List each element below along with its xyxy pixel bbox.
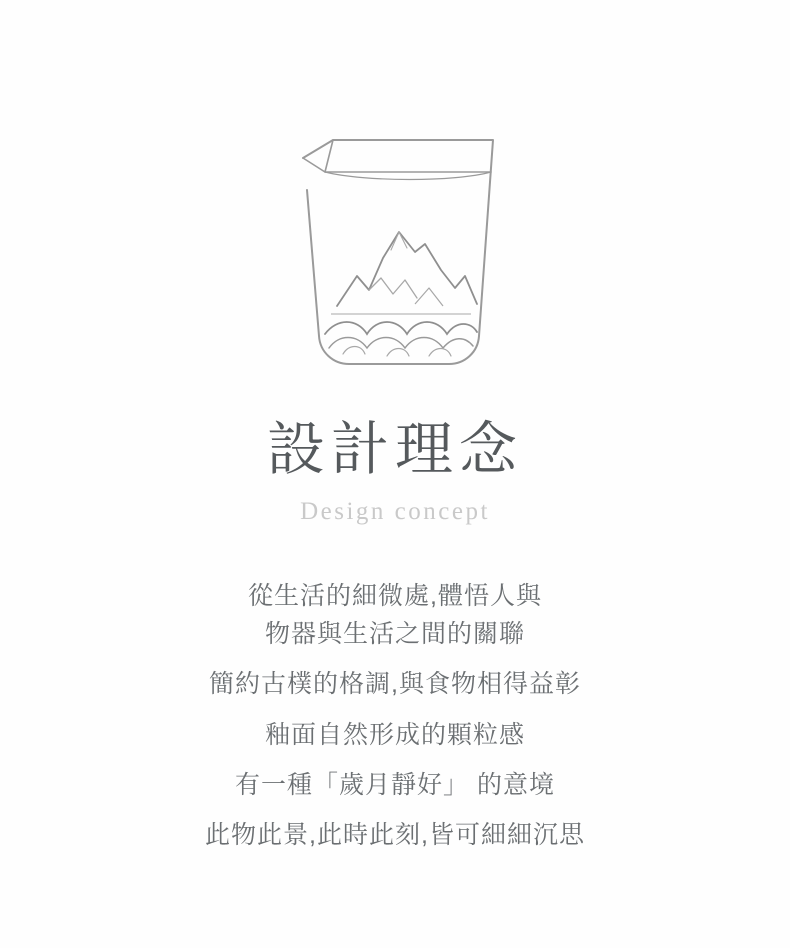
copy-line: 釉面自然形成的顆粒感 — [264, 720, 525, 749]
copy-paragraph — [205, 817, 585, 853]
tea-pitcher-landscape-icon — [265, 128, 525, 378]
copy-paragraph — [248, 578, 542, 653]
page-title-zh: 設計理念 — [266, 417, 523, 482]
copy-line: 簡約古樸的格調,與食物相得益彰 — [209, 670, 581, 699]
page-subtitle-en: Design concept — [300, 497, 490, 525]
copy-line: 從生活的細微處,體悟人與 — [248, 581, 542, 610]
copy-line: 有一種「歲月靜好」 的意境 — [235, 770, 555, 799]
copy-line: 物器與生活之間的關聯 — [264, 620, 525, 649]
copy-paragraph — [209, 666, 581, 702]
tea-pitcher-illustration — [245, 118, 545, 388]
copy-paragraph — [265, 717, 525, 753]
concept-copy — [0, 578, 790, 868]
copy-paragraph — [235, 767, 555, 803]
copy-line: 此物此景,此時此刻,皆可細細沉思 — [205, 821, 585, 850]
